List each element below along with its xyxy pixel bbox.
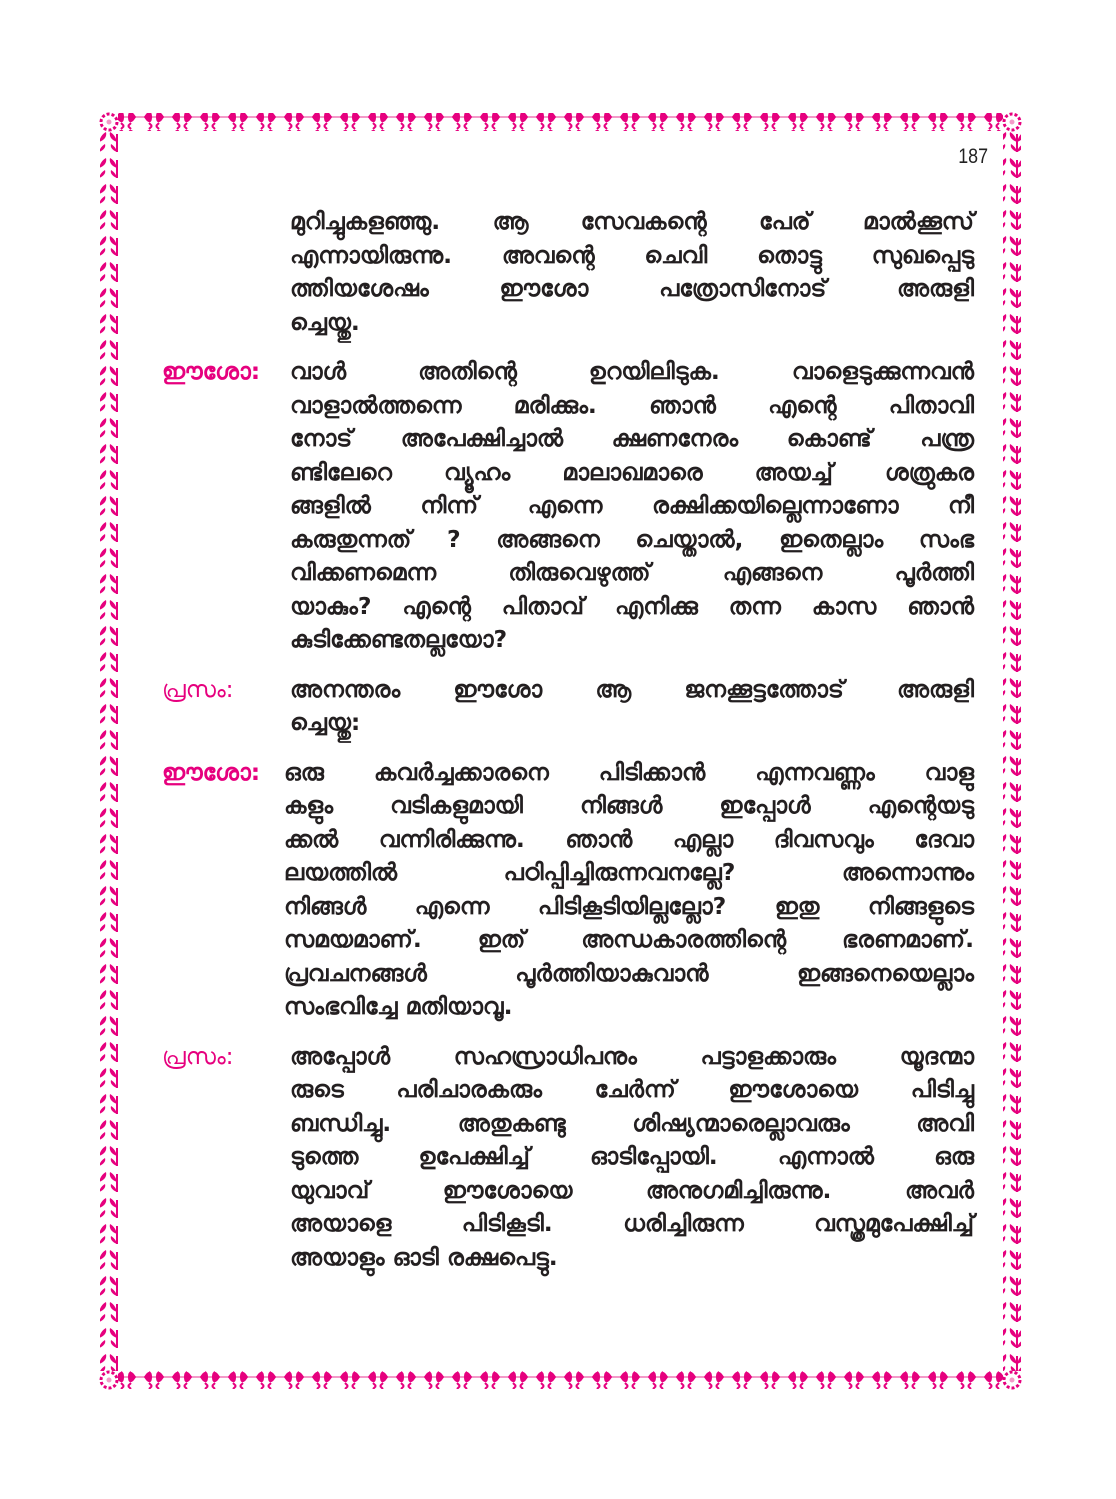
text-line: ച്ചെയ്തു. bbox=[290, 307, 360, 336]
paragraph-eesho-1 bbox=[162, 355, 974, 657]
text-line: ലയത്തിൽ പഠിപ്പിച്ചിരുന്നവനല്ലേ? അന്നൊന്നും bbox=[284, 858, 974, 886]
corner-ornament-bottom-right bbox=[1004, 1372, 1020, 1388]
text-line: കളും വടികളുമായി നിങ്ങൾ ഇപ്പോൾ എന്റെയടു bbox=[284, 791, 974, 819]
page-number: 187 bbox=[958, 145, 988, 168]
paragraph-narration bbox=[162, 205, 974, 339]
text-line: യുവാവ് ഈശോയെ അനുഗമിച്ചിരുന്നു. അവർ bbox=[290, 1175, 974, 1204]
text-line: വാൾ അതിന്റെ ഉറയിലിടുക. വാളെടുക്കുന്നവൻ bbox=[290, 357, 974, 385]
text-line: രുടെ പരിചാരകരും ചേർന്ന് ഈശോയെ പിടിച്ചു bbox=[290, 1075, 974, 1103]
paragraph-narrator-1 bbox=[162, 673, 974, 740]
border-bottom bbox=[118, 1371, 1003, 1389]
paragraph-text bbox=[290, 205, 974, 339]
speaker-label: ഈശോ: bbox=[162, 357, 261, 385]
text-line: കരുതുന്നത് ? അങ്ങനെ ചെയ്താൽ, ഇതെല്ലാം സംഭ bbox=[290, 524, 974, 553]
text-line: ണ്ടിലേറെ വ്യൂഹം മാലാഖമാരെ അയച്ച് ശത്രുകര bbox=[290, 457, 974, 486]
text-line: ഒരു കവർച്ചക്കാരനെ പിടിക്കാൻ എന്നവണ്ണം വാളു bbox=[284, 757, 974, 786]
text-line: മുറിച്ചുകളഞ്ഞു. ആ സേവകന്റെ പേര് മാൽക്കൂസ് bbox=[290, 207, 974, 235]
document-body bbox=[162, 205, 974, 1290]
text-line: ടുത്തെ ഉപേക്ഷിച്ച് ഓടിപ്പോയി. എന്നാൽ ഒരു bbox=[290, 1142, 974, 1170]
paragraph-text bbox=[290, 355, 974, 657]
paragraph-eesho-2 bbox=[162, 756, 974, 1024]
text-line: വാളാൽത്തന്നെ മരിക്കും. ഞാൻ എന്റെ പിതാവി bbox=[290, 390, 974, 419]
text-line: അനന്തരം ഈശോ ആ ജനക്കൂട്ടത്തോട് അരുളി bbox=[290, 674, 974, 703]
paragraph-text bbox=[290, 673, 974, 740]
text-line: ക്കൽ വന്നിരിക്കുന്നു. ഞാൻ എല്ലാ ദിവസവും ദേവാ bbox=[284, 824, 974, 853]
text-line: ച്ചെയ്തു: bbox=[290, 708, 361, 736]
text-line: അയാളും ഓടി രക്ഷപെട്ടു. bbox=[290, 1242, 558, 1271]
text-line: ബന്ധിച്ചു. അതുകണ്ടു ശിഷ്യന്മാരെല്ലാവരും അവി bbox=[290, 1108, 974, 1137]
paragraph-narrator-2 bbox=[162, 1040, 974, 1275]
text-line: എന്നായിരുന്നു. അവന്റെ ചെവി തൊട്ടു സുഖപ്പെടു bbox=[290, 240, 974, 269]
paragraph-text bbox=[284, 756, 974, 1024]
text-line: സംഭവിച്ചേ മതിയാവൂ. bbox=[284, 992, 513, 1020]
text-line: കുടിക്കേണ്ടതല്ലയോ? bbox=[290, 625, 508, 653]
paragraph-text bbox=[290, 1040, 974, 1275]
text-line: ങ്ങളിൽ നിന്ന് എന്നെ രക്ഷിക്കയില്ലെന്നാണോ നീ bbox=[290, 491, 974, 519]
text-line: സമയമാണ്. ഇത് അന്ധകാരത്തിന്റെ ഭരണമാണ്. bbox=[284, 925, 974, 953]
border-left bbox=[100, 131, 118, 1371]
border-top bbox=[118, 113, 1003, 131]
text-line: യാകും? എന്റെ പിതാവ് എനിക്കു തന്ന കാസ ഞാൻ bbox=[290, 591, 974, 620]
corner-ornament-bottom-left bbox=[101, 1372, 117, 1388]
speaker-label: പ്രസം: bbox=[162, 1041, 234, 1070]
corner-ornament-top-left bbox=[101, 114, 117, 130]
corner-ornament-top-right bbox=[1004, 114, 1020, 130]
border-right bbox=[1003, 131, 1021, 1371]
text-line: അയാളെ പിടികൂടി. ധരിച്ചിരുന്ന വസ്ത്രമുപേക്ഷിച്ച് bbox=[290, 1209, 974, 1237]
speaker-label-empty bbox=[162, 205, 290, 339]
text-line: പ്രവചനങ്ങൾ പൂർത്തിയാകുവാൻ ഇങ്ങനെയെല്ലാം bbox=[284, 958, 974, 987]
speaker-label: ഈശോ: bbox=[162, 757, 261, 786]
speaker-label: പ്രസം: bbox=[162, 674, 234, 703]
text-line: ത്തിയശേഷം ഈശോ പത്രോസിനോട് അരുളി bbox=[290, 274, 974, 302]
text-line: നിങ്ങൾ എന്നെ പിടികൂടിയില്ലല്ലോ? ഇതു നിങ്ങളുടെ bbox=[284, 891, 974, 920]
text-line: അപ്പോൾ സഹസ്രാധിപനും പട്ടാളക്കാരും യൂദന്മാ bbox=[290, 1041, 974, 1070]
text-line: നോട് അപേക്ഷിച്ചാൽ ക്ഷണനേരം കൊണ്ട് പന്ത്ര bbox=[290, 424, 974, 452]
text-line: വിക്കണമെന്ന തിരുവെഴുത്ത് എങ്ങനെ പൂർത്തി bbox=[290, 558, 974, 586]
